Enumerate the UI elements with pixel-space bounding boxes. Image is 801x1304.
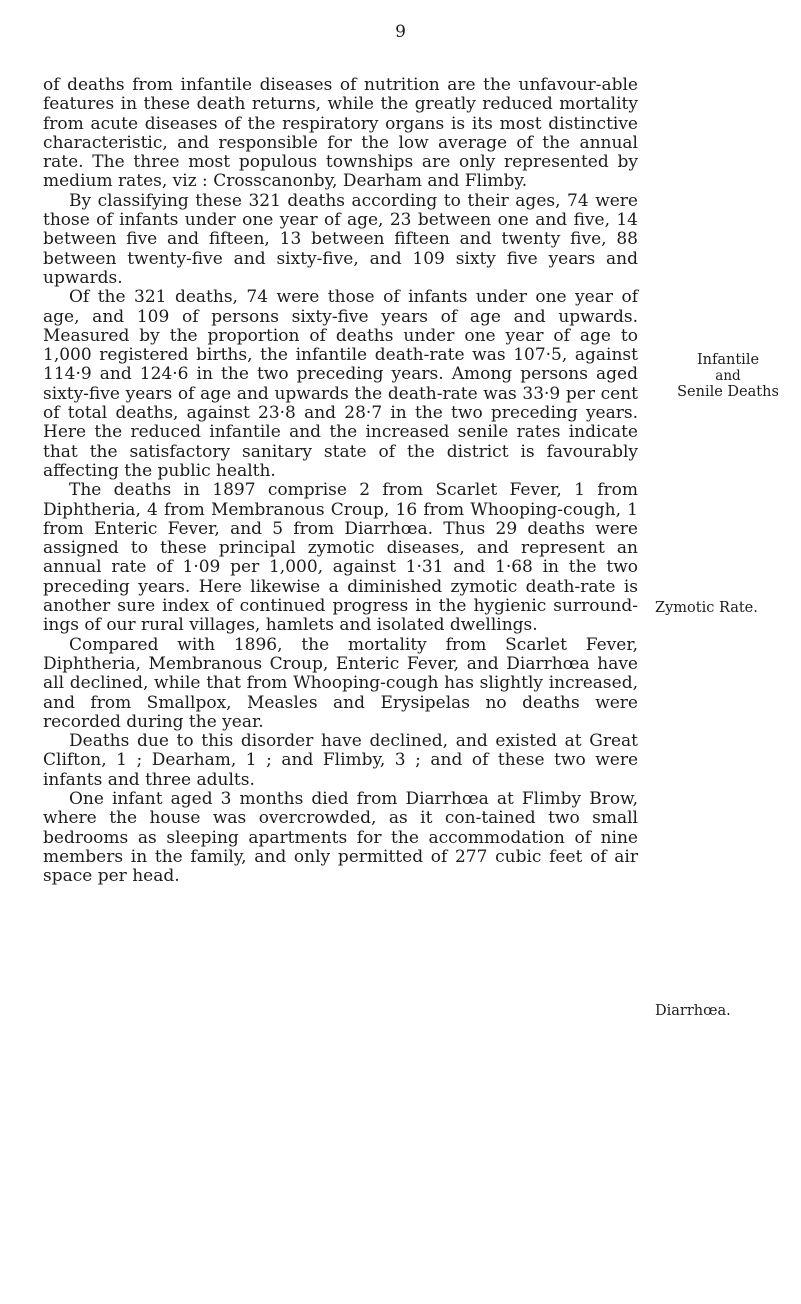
page-number: 9 <box>395 22 406 42</box>
body-text <box>43 76 638 886</box>
side-note-zymotic-rate <box>655 600 801 616</box>
side-note-infantile-senile <box>655 352 801 400</box>
side-note-diarrhoea <box>655 1003 801 1019</box>
side-note-line: Diarrhœa. <box>655 1003 731 1019</box>
side-note-line: Infantile <box>696 352 760 368</box>
paragraph-flimby-brow: One infant aged 3 months died from Diarrhœa at Flimby Brow, where the house was overcrowded, as it con-tained two small bedrooms as sleeping apartments for the accommodation of nine members in the family, and only permitted of 277 cubic feet of air space per head. <box>43 788 638 887</box>
paragraph-zymotic-deaths: The deaths in 1897 comprise 2 from Scarlet Fever, 1 from Diphtheria, 4 from Membranous Croup, 16 from Whooping-cough, 1 from Enteric Fever, and 5 from Diarrhœa. Thus 29 deaths were assigned to these principal zymotic diseases, and represent an annual rate of 1·09 per 1,000, against 1·31 and 1·68 in the two preceding years. Here likewise a diminished zymotic death-rate is another sure index of continued progress in the hygienic surround-ings of our rural villages, hamlets and isolated dwellings. <box>43 480 638 636</box>
paragraph-diarrhoea-deaths: Deaths due to this disorder have declined, and existed at Great Clifton, 1 ; Dearham, 1 ; and Flimby, 3 ; and of these two were infants and three adults. <box>43 731 638 790</box>
paragraph-infantile-nutrition: of deaths from infantile diseases of nutrition are the unfavour-able features in these death returns, while the greatly reduced mortality from acute diseases of the respiratory organs is its most distinctive characteristic, and responsible for the low average of the annual rate. The three most populous townships are only represented by medium rates, viz : Crosscanonby, Dearham and Flimby. <box>43 75 638 192</box>
side-note-line: Zymotic Rate. <box>655 600 758 616</box>
paragraph-age-classification: By classifying these 321 deaths according to their ages, 74 were those of infants under one year of age, 23 between one and five, 14 between five and fifteen, 13 between fifteen and twenty five, 88 between twenty-five and sixty-five, and 109 sixty five years and upwards. <box>43 190 638 288</box>
paragraph-infantile-senile-rates: Of the 321 deaths, 74 were those of infants under one year of age, and 109 of persons sixty-five years of age and upwards. Measured by the proportion of deaths under one year of age to 1,000 registered births, the infantile death-rate was 107·5, against 114·9 and 124·6 in the two preceding years. Among persons aged sixty-five years of age and upwards the death-rate was 33·9 per cent of total deaths, against 23·8 and 28·7 in the two preceding years. Here the reduced infantile and the increased senile rates indicate that the satisfactory sanitary state of the district is favourably affecting the public health. <box>43 287 638 481</box>
side-note-line: and <box>715 368 741 384</box>
side-note-line: Senile Deaths <box>677 384 779 400</box>
paragraph-comparison-1896: Compared with 1896, the mortality from Scarlet Fever, Diphtheria, Membranous Croup, Enteric Fever, and Diarrhœa have all declined, while that from Whooping-cough has slightly increased, and from Smallpox, Measles and Erysipelas no deaths were recorded during the year. <box>43 634 638 732</box>
